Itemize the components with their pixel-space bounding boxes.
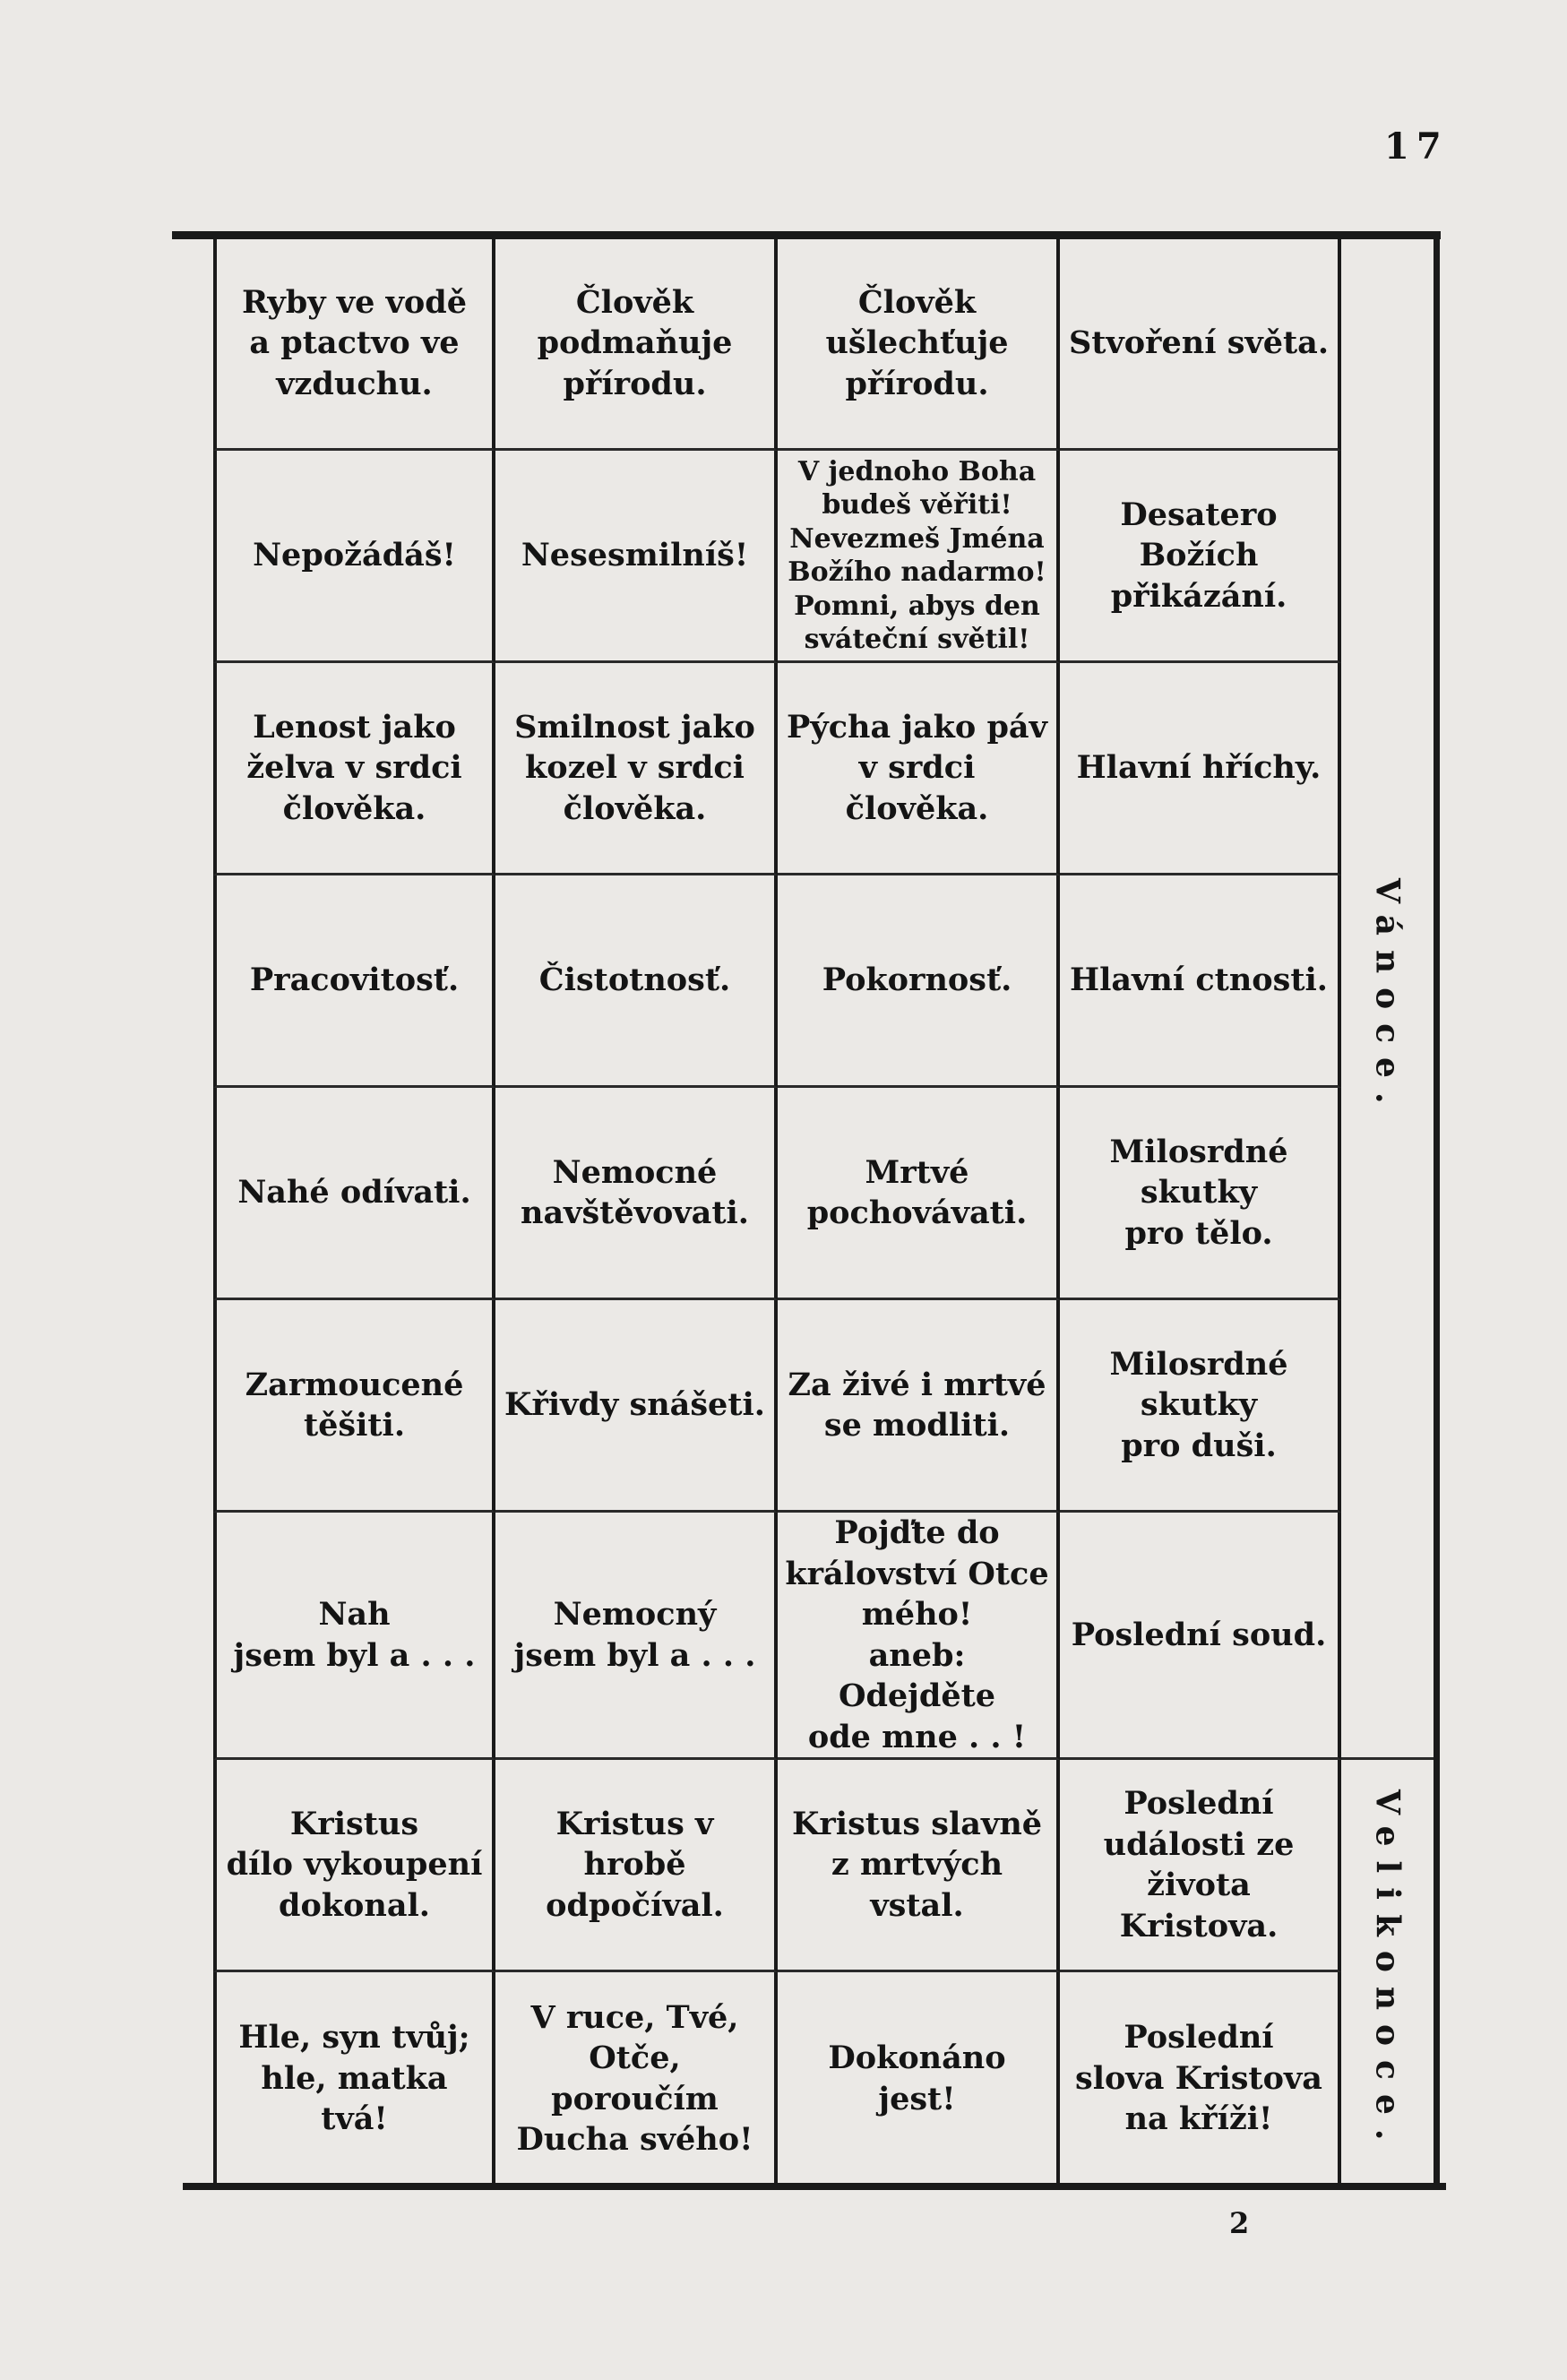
table-cell: Stvoření světa.	[1060, 238, 1341, 451]
table-cell: Pracovitosť.	[213, 875, 495, 1088]
right-rule	[1434, 235, 1440, 2188]
table-cell: Křivdy snášeti.	[495, 1300, 778, 1513]
table-cell: Pokornosť.	[778, 875, 1060, 1088]
table-cell: Nemocné navštěvovati.	[495, 1088, 778, 1300]
table-cell: Kristus slavně z mrtvých vstal.	[778, 1760, 1060, 1972]
table-cell: Pýcha jako páv v srdci člověka.	[778, 663, 1060, 875]
table-cell: Milosrdné skutky pro duši.	[1060, 1300, 1341, 1513]
table-cell: Hle, syn tvůj; hle, matka tvá!	[213, 1972, 495, 2185]
table-cell: Nahé odívati.	[213, 1088, 495, 1300]
table-cell: Dokonáno jest!	[778, 1972, 1060, 2185]
table-cell: Za živé i mrtvé se modliti.	[778, 1300, 1060, 1513]
table-cell: Člověk podmaňuje přírodu.	[495, 238, 778, 451]
table-cell: Kristus dílo vykoupení dokonal.	[213, 1760, 495, 1972]
bottom-rule	[183, 2183, 1446, 2190]
table-cell: V jednoho Boha budeš věřiti! Nevezmeš Jména Božího nadarmo! Pomni, abys den sváteční světil!	[778, 451, 1060, 663]
table-cell: Nemocný jsem byl a . . .	[495, 1513, 778, 1760]
season-vanoce-text: Vánoce.	[1368, 877, 1407, 1118]
table-cell: V ruce, Tvé, Otče, poroučím Ducha svého!	[495, 1972, 778, 2185]
catechism-table	[213, 238, 1434, 2185]
table-cell: Lenost jako želva v srdci člověka.	[213, 663, 495, 875]
table-cell: Hlavní ctnosti.	[1060, 875, 1341, 1088]
table-cell: Člověk ušlechťuje přírodu.	[778, 238, 1060, 451]
table-cell: Poslední soud.	[1060, 1513, 1341, 1760]
table-cell: Zarmoucené těšiti.	[213, 1300, 495, 1513]
sheet-number: 2	[1229, 2206, 1250, 2240]
table-cell: Hlavní hříchy.	[1060, 663, 1341, 875]
table-cell: Pojďte do království Otce mého! aneb: Odejděte ode mne . . !	[778, 1513, 1060, 1760]
page-number: 17	[1384, 125, 1449, 168]
season-label-velikonoce	[1341, 1760, 1434, 2185]
table-cell: Desatero Božích přikázání.	[1060, 451, 1341, 663]
table-cell: Milosrdné skutky pro tělo.	[1060, 1088, 1341, 1300]
table-cell: Čistotnosť.	[495, 875, 778, 1088]
table-cell: Nepožádáš!	[213, 451, 495, 663]
table-cell: Nesesmilníš!	[495, 451, 778, 663]
table-cell: Smilnost jako kozel v srdci člověka.	[495, 663, 778, 875]
table-cell: Nah jsem byl a . . .	[213, 1513, 495, 1760]
table-cell: Kristus v hrobě odpočíval.	[495, 1760, 778, 1972]
table-cell: Ryby ve vodě a ptactvo ve vzduchu.	[213, 238, 495, 451]
season-label-vanoce	[1341, 238, 1434, 1760]
season-velikonoce-text: Velikonoce.	[1368, 1789, 1407, 2155]
table-cell: Mrtvé pochovávati.	[778, 1088, 1060, 1300]
table-cell: Poslední události ze života Kristova.	[1060, 1760, 1341, 1972]
table-cell: Poslední slova Kristova na kříži!	[1060, 1972, 1341, 2185]
